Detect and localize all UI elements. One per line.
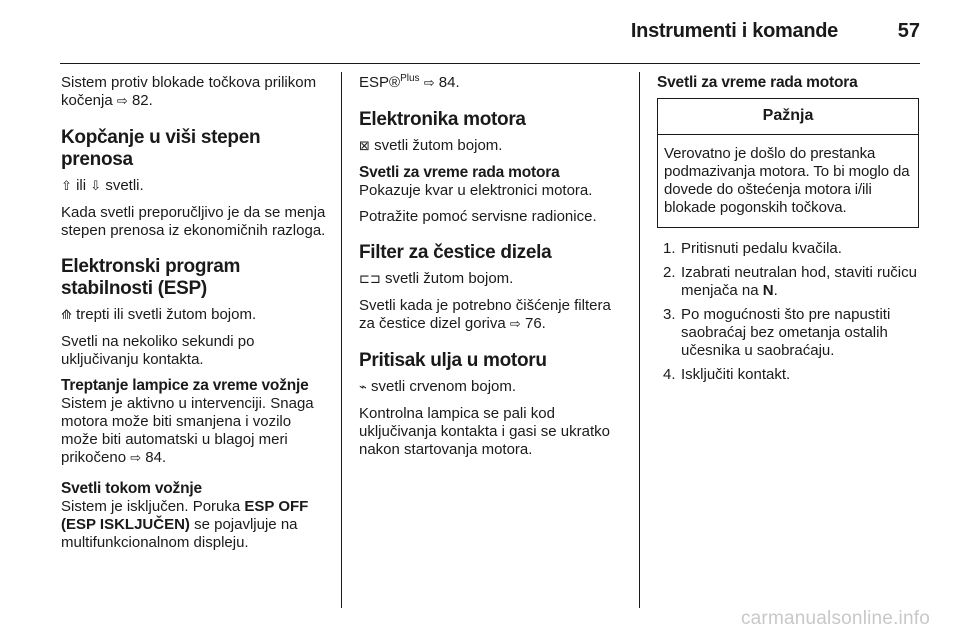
engine-electronics-heading: Elektronika motora: [359, 109, 526, 130]
caution-title: Pažnja: [658, 99, 918, 135]
gear-shift-heading: Kopčanje u viši stepen prenosa: [61, 127, 261, 170]
dpf-icon-line: ⊏⊐ svetli žutom bojom.: [359, 270, 514, 287]
page-ref[interactable]: 84.: [145, 449, 167, 466]
list-item: 2. Izabrati neutralan hod, staviti ručicu menjača na N.: [663, 264, 917, 299]
watermark: carmanualsonline.info: [740, 608, 930, 629]
page-ref-arrow-icon[interactable]: ⇨: [423, 76, 435, 91]
section-title: Instrumenti i komande: [630, 20, 838, 42]
gear-shift-icon-line: ⇧ ili ⇩ svetli.: [61, 177, 144, 194]
esp-lit-heading: Svetli tokom vožnje: [61, 480, 202, 497]
oil-can-icon: ⌁: [359, 380, 367, 395]
steps-list: [657, 240, 919, 384]
diesel-particle-filter-icon: ⊏⊐: [359, 272, 381, 287]
list-item: 4. Isključiti kontakt.: [663, 366, 791, 383]
dpf-text: Svetli kada je potrebno čišćenje filtera za čestice dizel goriva ⇨ 76.: [359, 297, 611, 332]
list-item: 3. Po mogućnosti što pre napustiti saobraćaj bez ometanja ostalih učesnika u saobraćaju.: [663, 306, 891, 359]
oil-icon-line: ⌁ svetli crvenom bojom.: [359, 378, 517, 395]
engine-text-2: Potražite pomoć servisne radionice.: [359, 208, 597, 225]
page-ref[interactable]: 76.: [524, 315, 546, 332]
dpf-heading: Filter za čestice dizela: [359, 242, 552, 263]
esp-blinking-text: Sistem je aktivno u intervenciji. Snaga motora može biti smanjena i vozilo može biti automatski u blagoj meri prikočeno ⇨ 84.: [61, 395, 314, 466]
column-left: [61, 74, 331, 560]
esp-plus-ref-line: ESP®$^{Plus}$ ⇨ 84.: [359, 73, 460, 91]
gear-shift-text: Kada svetli preporučljivo je da se menja stepen prenosa iz ekonomičnih razloga.: [61, 204, 326, 239]
esp-icon-line: ⟰ trepti ili svetli žutom bojom.: [61, 306, 257, 323]
header-divider: [60, 63, 920, 64]
page-header: [0, 0, 960, 64]
list-item: 1. Pritisnuti pedalu kvačila.: [663, 240, 842, 257]
column-middle: [359, 74, 629, 467]
oil-pressure-heading: Pritisak ulja u motoru: [359, 350, 547, 371]
engine-icon-line: ⊠ svetli žutom bojom.: [359, 137, 503, 154]
page-ref-arrow-icon[interactable]: ⇨: [509, 317, 521, 332]
column-right: [657, 74, 919, 390]
engine-running-heading: Svetli za vreme rada motora: [359, 164, 560, 181]
page-ref-arrow-icon[interactable]: ⇨: [116, 94, 128, 109]
column-divider-1: [341, 72, 342, 608]
esp-lit-text: Sistem je isključen. Poruka ESP OFF (ESP ISKLJUČEN) se pojavljuje na multifunkcionalnom displeju.: [61, 498, 309, 551]
oil-text: Kontrolna lampica se pali kod uključivanja kontakta i gasi se ukratko nakon startovanja motora.: [359, 405, 610, 458]
engine-text-1: Pokazuje kvar u elektronici motora.: [359, 182, 593, 199]
neutral-gear-label: N: [762, 282, 774, 299]
esp-blinking-heading: Treptanje lampice za vreme vožnje: [61, 377, 309, 394]
page-ref[interactable]: 84.: [438, 74, 460, 91]
column-divider-2: [639, 72, 640, 608]
esp-heading: Elektronski program stabilnosti (ESP): [61, 256, 241, 299]
page-ref[interactable]: 82.: [131, 92, 153, 109]
abs-intro: Sistem protiv blokade točkova prilikom kočenja ⇨ 82.: [61, 74, 317, 109]
shift-up-icon: ⇧: [61, 179, 72, 194]
caution-text: Verovatno je došlo do prestanka podmazivanja motora. To bi moglo da dovede do oštećenja motora i/ili blokade pogonskih točkova.: [664, 145, 910, 216]
shift-down-icon: ⇩: [90, 179, 102, 194]
esp-text: Svetli na nekoliko sekundi po uključivanju kontakta.: [61, 333, 255, 368]
caution-box: [657, 98, 919, 228]
oil-running-heading: Svetli za vreme rada motora: [657, 74, 858, 91]
esp-skid-icon: ⟰: [61, 308, 72, 323]
page-ref-arrow-icon[interactable]: ⇨: [130, 451, 142, 466]
page-number: 57: [897, 20, 920, 42]
esp-off-message: ESP OFF (ESP ISKLJUČEN): [61, 498, 309, 533]
engine-check-icon: ⊠: [359, 139, 370, 154]
